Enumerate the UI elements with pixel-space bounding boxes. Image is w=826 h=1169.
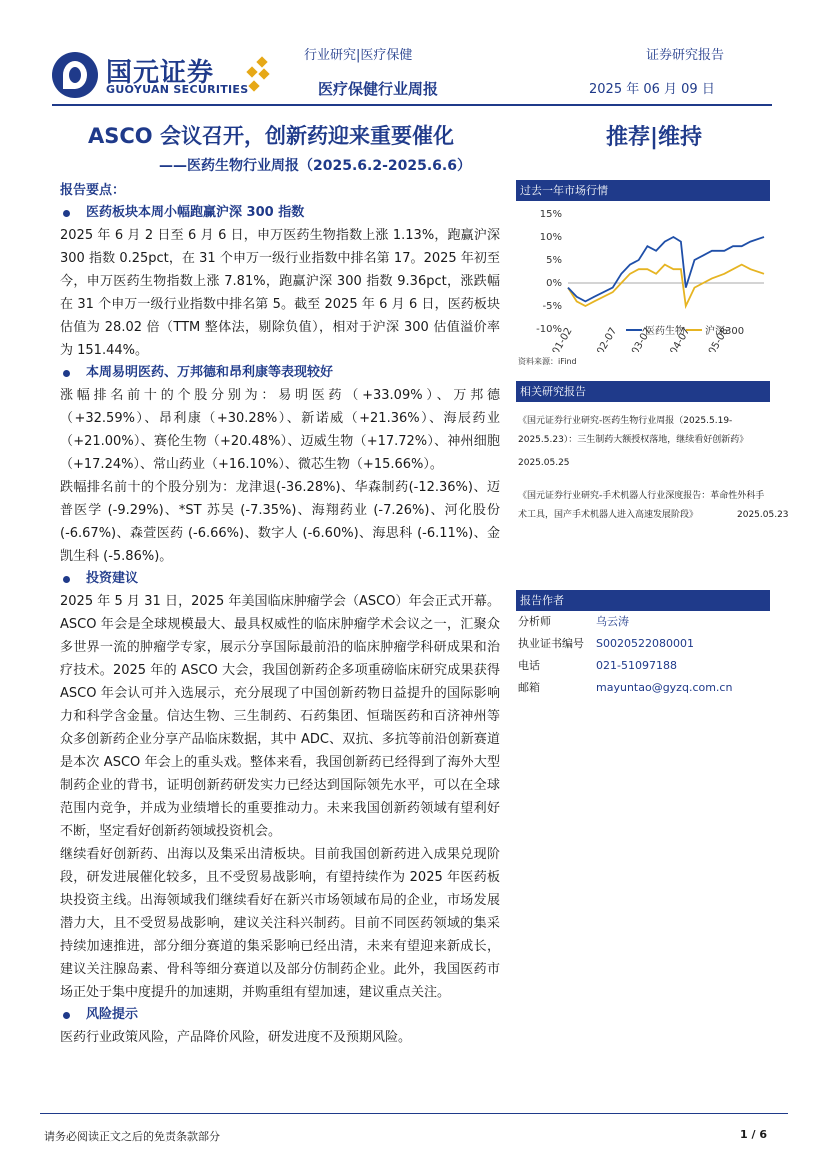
summary-paragraph: 涨幅排名前十的个股分别为：易明医药（+33.09%）、万邦德（+32.59%）、昂利康（+30.28%）、新诺威（+21.36%）、海辰药业（+21.00%）、赛伦生物（+20.48%）、迈威生物（+17.72%）、神州细胞（+17.24%）、常山药业（+16.10%）、微芯生物（+15.66%）。 <box>60 388 500 472</box>
logo-mark-icon <box>52 52 98 98</box>
author-value: 021-51097188 <box>596 659 677 672</box>
y-tick-label: -10% <box>536 324 562 335</box>
bullet-icon <box>63 370 70 377</box>
section-heading-text: 投资建议 <box>86 571 139 586</box>
summary-paragraph: 2025 年 5 月 31 日，2025 年美国临床肿瘤学会（ASCO）年会正式开幕。ASCO 年会是全球规模最大、最具权威性的临床肿瘤学术会议之一，汇聚众多世界一流的肿瘤学专家，展示分享国际最前沿的临床肿瘤学科研成果和治疗技术。2025 年的 ASCO 大会，我国创新药企多项重磅临床研究成果获得 ASCO 年会认可并入选展示，充分展现了中国创新药物日益提升的国际影响力和科学含金量。信达生物、三生制药、石药集团、恒瑞医药和百济神州等众多创新药企业分享产品临床数据，其中 ADC、双抗、多抗等前沿创新赛道是本次 ASCO 年会上的重头戏。整体来看，我国创新药已经得到了海外大型制药企业的背书，证明创新药研发实力已经达到国际领先水平，可以在全球范围内竞争，并成为业绩增长的重要推动力。未来我国创新药领域有望利好不断，坚定看好创新药领域投资机会。 <box>60 594 500 839</box>
report-date: 2025 年 06 月 09 日 <box>589 82 715 97</box>
author-row-license <box>518 636 770 652</box>
header-divider <box>52 104 772 106</box>
report-summary <box>60 180 500 1049</box>
page-number: 1 / 6 <box>740 1128 767 1141</box>
summary-paragraph: 2025 年 6 月 2 日至 6 月 6 日，申万医药生物指数上涨 1.13%，跑赢沪深 300 指数 0.25pct，在 31 个申万一级行业指数中排名第 17。2025 年初至今，申万医药生物指数上涨 7.81%，跑赢沪深 300 指数 9.36pct，涨跌幅在 31 个申万一级行业指数中排名第 5。截至 2025 年 6 月 6 日，医药板块估值为 28.02 倍（TTM 整体法，剔除负值），相对于沪深 300 估值溢价率为 151.44%。 <box>60 228 500 358</box>
section-heading <box>60 362 500 384</box>
bullet-icon <box>63 576 70 583</box>
chart-source: 资料来源：iFind <box>518 357 577 366</box>
logo-name-cn: 国元证券 <box>106 58 215 88</box>
y-tick-label: 10% <box>539 232 562 243</box>
author-row-analyst <box>518 614 770 630</box>
x-tick-label <box>581 326 620 352</box>
company-logo <box>52 50 282 100</box>
legend-label: 医药生物 <box>645 326 685 337</box>
market-chart-heading: 过去一年市场行情 <box>516 180 770 201</box>
author-label: 邮箱 <box>518 681 540 694</box>
author-heading: 报告作者 <box>516 590 770 611</box>
footer-disclaimer: 请务必阅读正文之后的免责条款部分 <box>44 1130 220 1143</box>
section-heading <box>60 202 500 224</box>
section-heading-text: 本周易明医药、万邦德和昂利康等表现较好 <box>86 365 334 380</box>
bullet-icon <box>63 210 70 217</box>
y-tick-label: 0% <box>546 278 562 289</box>
report-title: ASCO 会议召开，创新药迎来重要催化 <box>88 124 454 148</box>
y-tick-label: 15% <box>539 209 562 220</box>
section-heading-text: 风险提示 <box>86 1007 139 1022</box>
related-report-date: 2025.05.25 <box>518 458 570 468</box>
series-line-hs300 <box>568 265 764 306</box>
author-label: 分析师 <box>518 615 551 628</box>
summary-paragraph: 医药行业政策风险，产品降价风险，研发进度不及预期风险。 <box>60 1030 412 1045</box>
section-heading <box>60 1004 500 1026</box>
logo-dots-icon <box>244 56 274 96</box>
bullet-icon <box>63 1012 70 1019</box>
legend-item <box>686 324 744 337</box>
summary-heading: 报告要点： <box>60 183 126 198</box>
related-reports-heading: 相关研究报告 <box>516 381 770 402</box>
section-heading-text: 医药板块本周小幅跑赢沪深 300 指数 <box>86 205 305 220</box>
author-value: S0020522080001 <box>596 637 694 650</box>
author-row-email <box>518 680 770 696</box>
author-label: 电话 <box>518 659 540 672</box>
y-tick-label: -5% <box>542 301 562 312</box>
market-line-chart <box>516 202 770 352</box>
summary-paragraph: 继续看好创新药、出海以及集采出清板块。目前我国创新药进入成果兑现阶段，研发进展催化较多，且不受贸易战影响，有望持续作为 2025 年医药板块投资主线。出海领域我们继续看好在新兴市场领域布局的企业，市场发展潜力大，且不受贸易战影响，建议关注科兴制药。目前不同医药领域的集采持续加速推进，部分细分赛道的集采影响已经出清，未来有望迎来新成长，建议关注腺岛素、骨科等细分赛道以及部分仿制药企业。此外，我国医药市场正处于集中度提升的加速期，并购重组有望加速，建议重点关注。 <box>60 847 500 1000</box>
weekly-title: 医疗保健行业周报 <box>318 80 439 98</box>
section-heading <box>60 568 500 590</box>
author-label: 执业证书编号 <box>518 637 584 650</box>
author-value: 乌云涛 <box>596 615 629 628</box>
legend-label: 沪深300 <box>705 326 745 337</box>
author-email-link[interactable]: mayuntao@gyzq.com.cn <box>596 681 733 694</box>
author-row-phone <box>518 658 770 674</box>
report-type: 证券研究报告 <box>646 48 725 63</box>
legend-item <box>626 324 685 337</box>
summary-paragraph: 跌幅排名前十的个股分别为：龙津退(-36.28%)、华森制药(-12.36%)、迈普医学 (-9.29%)、*ST 苏吴 (-7.35%)、海翔药业 (-7.26%)、河化股份 (-6.67%)、森萱医药 (-6.66%)、数字人 (-6.60%)、海思科 (-6.11%)、金凯生科 (-5.86%)。 <box>60 480 500 564</box>
y-tick-label: 5% <box>546 255 562 266</box>
report-subtitle: ——医药生物行业周报（2025.6.2-2025.6.6） <box>159 158 471 174</box>
footer-divider <box>40 1113 788 1114</box>
related-report-date: 2025.05.23 <box>737 510 789 520</box>
related-report-item[interactable]: 《国元证券行业研究-医药生物行业周报（2025.5.19-2025.5.23）：三生制药大额授权落地，继续看好创新药》 <box>518 416 749 445</box>
rating-badge: 推荐|维持 <box>606 125 703 150</box>
related-report-item[interactable]: 《国元证券行业研究-手术机器人行业深度报告：革命性外科手术工具，国产手术机器人进入高速发展阶段》 <box>518 491 765 520</box>
logo-name-en: GUOYUAN SECURITIES <box>106 83 249 96</box>
market-chart <box>516 202 770 352</box>
report-category: 行业研究|医疗保健 <box>304 48 413 63</box>
